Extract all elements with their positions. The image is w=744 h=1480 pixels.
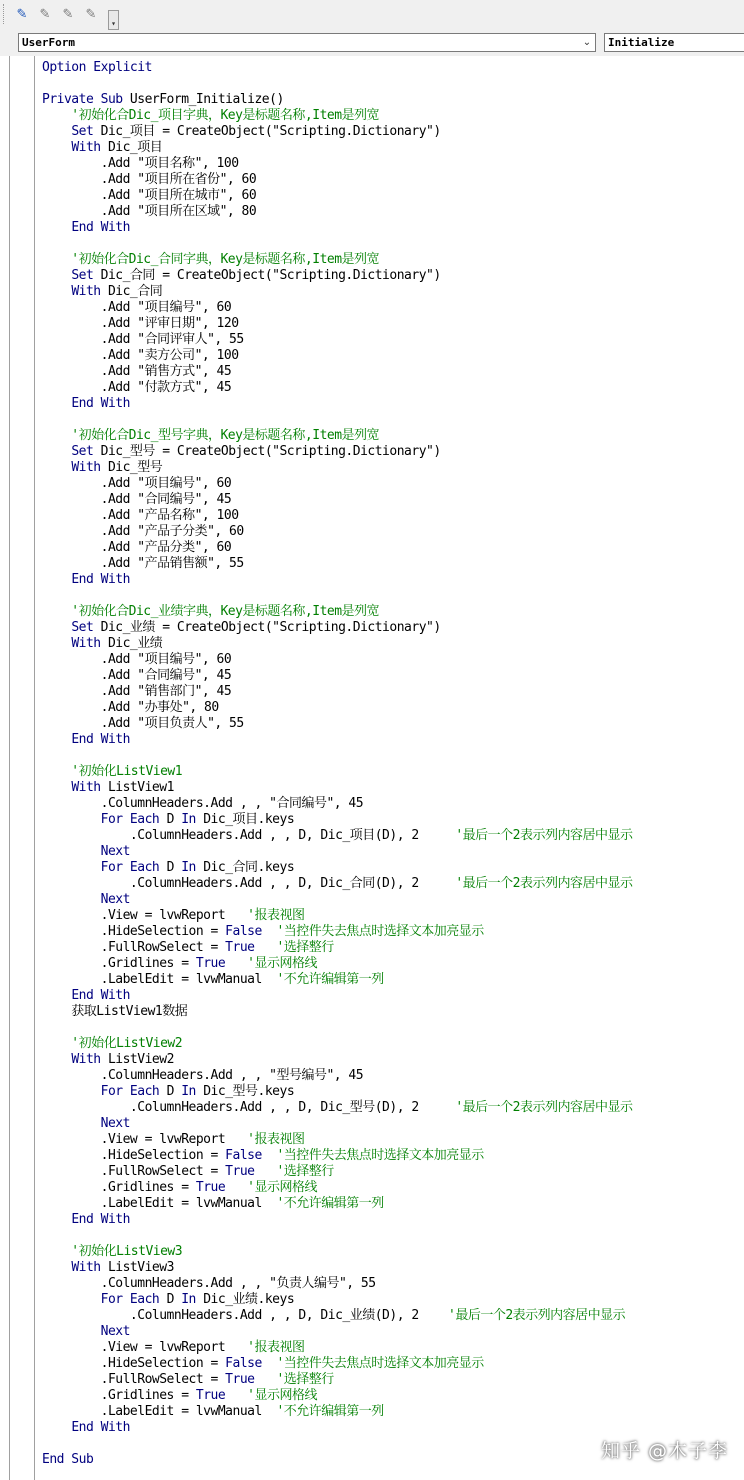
watermark: 知乎 @木子李	[600, 1440, 728, 1462]
code-text: D	[166, 812, 182, 827]
code-line[interactable]	[42, 1052, 744, 1068]
code-text: Dic_项目.keys	[203, 812, 295, 827]
margin-indicator-bar[interactable]	[9, 56, 35, 1480]
code-keyword: True	[195, 1388, 226, 1403]
code-keyword: Set	[71, 268, 101, 283]
code-text: .ColumnHeaders.Add , , D, Dic_合同(D), 2	[42, 876, 456, 891]
code-keyword: End With	[71, 988, 130, 1003]
code-line[interactable]	[42, 236, 744, 252]
code-line[interactable]	[42, 1100, 744, 1116]
code-keyword: True	[195, 1180, 226, 1195]
code-line[interactable]	[42, 380, 744, 396]
code-line[interactable]	[42, 1196, 744, 1212]
code-line[interactable]	[42, 348, 744, 364]
object-combo[interactable]	[18, 33, 596, 52]
code-comment: '报表视图	[247, 1132, 305, 1147]
code-keyword: Set	[71, 124, 101, 139]
toolbar-options-dropdown[interactable]: ▾	[108, 10, 119, 30]
code-area[interactable]	[42, 60, 744, 1468]
code-line[interactable]	[42, 652, 744, 668]
pencil-icon[interactable]: ✎	[39, 7, 51, 22]
code-line[interactable]	[42, 972, 744, 988]
code-comment: '报表视图	[247, 1340, 305, 1355]
code-line[interactable]	[42, 764, 744, 780]
code-line[interactable]	[42, 796, 744, 812]
code-line[interactable]	[42, 396, 744, 412]
code-text: .FullRowSelect =	[42, 1372, 226, 1387]
code-line[interactable]	[42, 1228, 744, 1244]
code-text: .HideSelection =	[42, 1148, 226, 1163]
code-keyword: For Each	[100, 1084, 167, 1099]
code-comment: '初始化合Dic_业绩字典，Key是标题名称,Item是列宽	[42, 604, 380, 619]
code-comment: '选择整行	[276, 1164, 334, 1179]
code-line[interactable]	[42, 140, 744, 156]
code-text: .Gridlines =	[42, 1388, 196, 1403]
code-line[interactable]	[42, 444, 744, 460]
code-text	[42, 892, 101, 907]
code-line[interactable]	[42, 1292, 744, 1308]
edit-toolbar	[0, 0, 744, 31]
code-text: Dic_合同 = CreateObject("Scripting.Dictionary")	[100, 268, 441, 283]
code-line[interactable]	[42, 428, 744, 444]
code-line[interactable]	[42, 76, 744, 92]
code-keyword: Next	[100, 844, 130, 859]
code-keyword: In	[181, 860, 204, 875]
code-text: .Gridlines =	[42, 1180, 196, 1195]
code-line[interactable]	[42, 588, 744, 604]
code-line[interactable]	[42, 892, 744, 908]
code-text	[42, 1324, 101, 1339]
code-line[interactable]	[42, 124, 744, 140]
code-window-header	[0, 30, 744, 56]
code-keyword: For Each	[100, 812, 167, 827]
code-line[interactable]	[42, 460, 744, 476]
code-comment: '显示网格线	[247, 1388, 317, 1403]
code-text: .LabelEdit = lvwManual	[42, 1404, 277, 1419]
procedure-combo[interactable]	[604, 33, 744, 52]
code-line[interactable]	[42, 780, 744, 796]
code-line[interactable]	[42, 1372, 744, 1388]
code-line[interactable]	[42, 956, 744, 972]
code-keyword: With	[71, 636, 108, 651]
code-text: .Gridlines =	[42, 956, 196, 971]
code-line[interactable]	[42, 1212, 744, 1228]
code-line[interactable]	[42, 636, 744, 652]
code-keyword: With	[71, 284, 108, 299]
code-line[interactable]	[42, 1244, 744, 1260]
code-line[interactable]	[42, 332, 744, 348]
code-text: .ColumnHeaders.Add , , D, Dic_业绩(D), 2	[42, 1308, 448, 1323]
code-text: .Add "付款方式", 45	[42, 380, 232, 395]
code-text: .Add "合同编号", 45	[42, 668, 232, 683]
code-line[interactable]	[42, 508, 744, 524]
code-line[interactable]	[42, 1420, 744, 1436]
code-text	[42, 1052, 71, 1067]
code-text: .LabelEdit = lvwManual	[42, 1196, 277, 1211]
code-text: .ColumnHeaders.Add , , "负责人编号", 55	[42, 1276, 376, 1291]
code-line[interactable]	[42, 604, 744, 620]
code-text: .Add "合同评审人", 55	[42, 332, 244, 347]
code-line[interactable]	[42, 1116, 744, 1132]
code-line[interactable]	[42, 156, 744, 172]
code-text	[262, 1148, 277, 1163]
code-line[interactable]	[42, 940, 744, 956]
code-text	[42, 268, 71, 283]
code-line[interactable]	[42, 204, 744, 220]
code-text: .Add "评审日期", 120	[42, 316, 239, 331]
chevron-down-icon[interactable]: ⌄	[582, 37, 592, 48]
code-text: .Add "项目编号", 60	[42, 476, 232, 491]
code-text	[254, 940, 276, 955]
code-comment: '初始化ListView2	[42, 1036, 183, 1051]
code-line[interactable]	[42, 668, 744, 684]
code-text: .Add "项目所在城市", 60	[42, 188, 257, 203]
code-line[interactable]	[42, 908, 744, 924]
toolbar-grip[interactable]	[3, 4, 7, 24]
code-line[interactable]	[42, 1324, 744, 1340]
code-text: .Add "产品名称", 100	[42, 508, 239, 523]
code-line[interactable]	[42, 1356, 744, 1372]
code-line[interactable]	[42, 92, 744, 108]
code-comment: '初始化合Dic_合同字典，Key是标题名称,Item是列宽	[42, 252, 380, 267]
code-keyword: For Each	[100, 1292, 167, 1307]
code-text: .ColumnHeaders.Add , , "型号编号", 45	[42, 1068, 364, 1083]
code-text: .Add "销售部门", 45	[42, 684, 232, 699]
code-text: .Add "产品分类", 60	[42, 540, 232, 555]
code-comment: '最后一个2表示列内容居中显示	[455, 1100, 633, 1115]
code-line[interactable]	[42, 60, 744, 76]
code-line[interactable]	[42, 316, 744, 332]
code-keyword: End With	[71, 572, 130, 587]
code-text	[42, 1420, 71, 1435]
code-comment: '当控件失去焦点时选择文本加亮显示	[276, 924, 484, 939]
code-keyword: In	[181, 1084, 204, 1099]
code-keyword: With	[71, 140, 108, 155]
code-line[interactable]	[42, 1404, 744, 1420]
code-keyword: With	[71, 780, 108, 795]
code-line[interactable]	[42, 876, 744, 892]
code-line[interactable]	[42, 1132, 744, 1148]
code-text	[225, 1388, 247, 1403]
code-text: Dic_型号.keys	[203, 1084, 295, 1099]
code-text: 获取ListView1数据	[42, 1004, 188, 1019]
code-line[interactable]	[42, 1036, 744, 1052]
code-text: .HideSelection =	[42, 924, 226, 939]
code-text	[42, 732, 71, 747]
code-keyword: End Sub	[42, 1452, 94, 1467]
code-text: Dic_型号 = CreateObject("Scripting.Dictionary")	[100, 444, 441, 459]
code-text: D	[166, 1292, 182, 1307]
code-line[interactable]	[42, 684, 744, 700]
code-keyword: End With	[71, 220, 130, 235]
code-text	[262, 924, 277, 939]
code-keyword: Next	[100, 1324, 130, 1339]
code-line[interactable]	[42, 1164, 744, 1180]
code-text: Dic_合同	[107, 284, 163, 299]
code-text: .ColumnHeaders.Add , , "合同编号", 45	[42, 796, 364, 811]
code-comment: '最后一个2表示列内容居中显示	[455, 828, 633, 843]
code-keyword: With	[71, 1260, 108, 1275]
code-text	[225, 956, 247, 971]
code-text	[42, 396, 71, 411]
code-line[interactable]	[42, 1340, 744, 1356]
code-text: Dic_业绩.keys	[203, 1292, 295, 1307]
code-comment: '初始化合Dic_项目字典，Key是标题名称,Item是列宽	[42, 108, 380, 123]
code-keyword: True	[225, 1164, 255, 1179]
code-line[interactable]	[42, 1148, 744, 1164]
code-text: .LabelEdit = lvwManual	[42, 972, 277, 987]
code-text	[42, 812, 101, 827]
code-keyword: Next	[100, 1116, 130, 1131]
code-text: .View = lvwReport	[42, 908, 248, 923]
code-line[interactable]	[42, 1020, 744, 1036]
code-text: .Add "项目所在区域", 80	[42, 204, 257, 219]
code-keyword: Option Explicit	[42, 60, 152, 75]
pencil-icon[interactable]: ✎	[85, 7, 97, 22]
code-text	[42, 620, 71, 635]
code-line[interactable]	[42, 860, 744, 876]
code-text: ListView2	[107, 1052, 174, 1067]
code-keyword: For Each	[100, 860, 167, 875]
code-line[interactable]	[42, 716, 744, 732]
code-text	[42, 1260, 71, 1275]
code-line[interactable]	[42, 1260, 744, 1276]
code-line[interactable]	[42, 540, 744, 556]
code-line[interactable]	[42, 748, 744, 764]
code-keyword: False	[225, 1148, 262, 1163]
code-line[interactable]	[42, 188, 744, 204]
code-line[interactable]	[42, 284, 744, 300]
code-keyword: End With	[71, 396, 130, 411]
code-text: D	[166, 860, 182, 875]
code-line[interactable]	[42, 364, 744, 380]
code-line[interactable]	[42, 300, 744, 316]
code-line[interactable]	[42, 476, 744, 492]
code-line[interactable]	[42, 732, 744, 748]
code-comment: '不允许编辑第一列	[276, 1196, 384, 1211]
code-line[interactable]	[42, 252, 744, 268]
code-keyword: Set	[71, 444, 101, 459]
code-comment: '初始化ListView1	[42, 764, 183, 779]
code-text	[42, 572, 71, 587]
code-line[interactable]	[42, 988, 744, 1004]
code-text	[42, 1212, 71, 1227]
code-keyword: False	[225, 1356, 262, 1371]
code-comment: '显示网格线	[247, 1180, 317, 1195]
code-line[interactable]	[42, 1308, 744, 1324]
code-line[interactable]	[42, 1388, 744, 1404]
code-text	[42, 444, 71, 459]
code-keyword: With	[71, 1052, 108, 1067]
code-text: .View = lvwReport	[42, 1340, 248, 1355]
code-text: Dic_项目	[107, 140, 163, 155]
code-text: Dic_业绩 = CreateObject("Scripting.Dictionary")	[100, 620, 441, 635]
code-keyword: True	[195, 956, 226, 971]
code-comment: '不允许编辑第一列	[276, 972, 384, 987]
code-text	[42, 460, 71, 475]
code-line[interactable]	[42, 1068, 744, 1084]
code-comment: '初始化合Dic_型号字典，Key是标题名称,Item是列宽	[42, 428, 380, 443]
code-text	[42, 780, 71, 795]
code-text: .FullRowSelect =	[42, 1164, 226, 1179]
code-line[interactable]	[42, 844, 744, 860]
code-line[interactable]	[42, 1276, 744, 1292]
code-keyword: Private Sub	[42, 92, 130, 107]
code-text: .View = lvwReport	[42, 1132, 248, 1147]
pencil-icon[interactable]: ✎	[16, 7, 28, 22]
code-keyword: With	[71, 460, 108, 475]
code-line[interactable]	[42, 524, 744, 540]
code-line[interactable]	[42, 1004, 744, 1020]
code-editor[interactable]	[0, 56, 744, 1480]
code-line[interactable]	[42, 572, 744, 588]
code-comment: '当控件失去焦点时选择文本加亮显示	[276, 1356, 484, 1371]
code-text	[42, 988, 71, 1003]
code-text	[42, 1084, 101, 1099]
code-text: Dic_项目 = CreateObject("Scripting.Dictionary")	[100, 124, 441, 139]
code-text: ListView3	[107, 1260, 174, 1275]
code-line[interactable]	[42, 412, 744, 428]
code-text	[42, 284, 71, 299]
code-comment: '最后一个2表示列内容居中显示	[455, 876, 633, 891]
code-keyword: End With	[71, 1420, 130, 1435]
code-keyword: True	[225, 1372, 255, 1387]
code-text: D	[166, 1084, 182, 1099]
code-keyword: In	[181, 812, 204, 827]
code-text	[42, 860, 101, 875]
code-text	[42, 140, 71, 155]
code-comment: '选择整行	[276, 1372, 334, 1387]
code-text: UserForm_Initialize()	[129, 92, 284, 107]
code-text: .Add "产品子分类", 60	[42, 524, 244, 539]
code-line[interactable]	[42, 108, 744, 124]
procedure-combo-value: Initialize	[608, 36, 675, 49]
code-text	[42, 844, 101, 859]
code-text	[262, 1356, 277, 1371]
code-text: .Add "产品销售额", 55	[42, 556, 244, 571]
code-line[interactable]	[42, 268, 744, 284]
code-text: Dic_业绩	[107, 636, 163, 651]
code-text: Dic_型号	[107, 460, 163, 475]
code-text	[42, 124, 71, 139]
code-text: .HideSelection =	[42, 1356, 226, 1371]
code-keyword: In	[181, 1292, 204, 1307]
code-text: .Add "项目负责人", 55	[42, 716, 244, 731]
code-text	[254, 1164, 276, 1179]
object-combo-value: UserForm	[22, 36, 75, 49]
code-comment: '当控件失去焦点时选择文本加亮显示	[276, 1148, 484, 1163]
code-text: .Add "卖方公司", 100	[42, 348, 239, 363]
code-comment: '初始化ListView3	[42, 1244, 183, 1259]
code-comment: '选择整行	[276, 940, 334, 955]
code-text: .Add "销售方式", 45	[42, 364, 232, 379]
code-text	[42, 220, 71, 235]
code-line[interactable]	[42, 556, 744, 572]
code-text	[225, 1180, 247, 1195]
code-text: .Add "项目名称", 100	[42, 156, 239, 171]
code-text	[42, 636, 71, 651]
code-text: .Add "办事处", 80	[42, 700, 219, 715]
code-line[interactable]	[42, 812, 744, 828]
code-line[interactable]	[42, 172, 744, 188]
code-text: Dic_合同.keys	[203, 860, 295, 875]
code-line[interactable]	[42, 924, 744, 940]
code-comment: '不允许编辑第一列	[276, 1404, 384, 1419]
code-text: .ColumnHeaders.Add , , D, Dic_项目(D), 2	[42, 828, 456, 843]
code-text: ListView1	[107, 780, 174, 795]
code-comment: '最后一个2表示列内容居中显示	[448, 1308, 626, 1323]
code-line[interactable]	[42, 1180, 744, 1196]
code-keyword: True	[225, 940, 255, 955]
code-keyword: Set	[71, 620, 101, 635]
code-line[interactable]	[42, 1084, 744, 1100]
code-text: .Add "项目所在省份", 60	[42, 172, 257, 187]
code-text: .Add "项目编号", 60	[42, 300, 232, 315]
code-text	[254, 1372, 276, 1387]
code-keyword: Next	[100, 892, 130, 907]
code-comment: '显示网格线	[247, 956, 317, 971]
code-text: .Add "合同编号", 45	[42, 492, 232, 507]
code-text	[42, 1116, 101, 1131]
code-text: .FullRowSelect =	[42, 940, 226, 955]
code-keyword: False	[225, 924, 262, 939]
code-text	[42, 1292, 101, 1307]
code-line[interactable]	[42, 620, 744, 636]
code-text: .Add "项目编号", 60	[42, 652, 232, 667]
code-comment: '报表视图	[247, 908, 305, 923]
code-line[interactable]	[42, 700, 744, 716]
code-keyword: End With	[71, 1212, 130, 1227]
code-line[interactable]	[42, 828, 744, 844]
code-line[interactable]	[42, 220, 744, 236]
pencil-icon[interactable]: ✎	[62, 7, 74, 22]
code-text: .ColumnHeaders.Add , , D, Dic_型号(D), 2	[42, 1100, 456, 1115]
code-keyword: End With	[71, 732, 130, 747]
code-line[interactable]	[42, 492, 744, 508]
